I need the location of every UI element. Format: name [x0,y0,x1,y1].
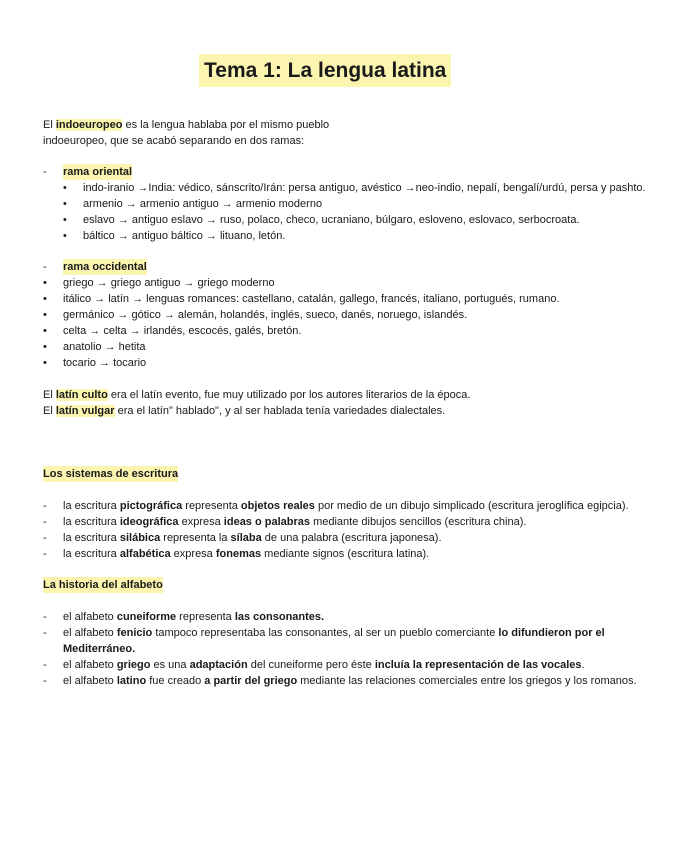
section-heading-alfabeto: La historia del alfabeto [43,579,163,591]
bullet-marker: • [63,182,67,194]
dash-marker: - [43,611,47,623]
term-indoeuropeo: indoeuropeo [55,119,123,131]
dash-marker: - [43,627,47,639]
dash-marker: - [43,548,47,560]
oriental-label: rama oriental [63,166,133,178]
bullet-marker: • [43,357,47,369]
occidental-label: rama occidental [63,261,147,273]
bullet-marker: • [43,293,47,305]
bullet-marker: • [43,277,47,289]
dash-marker: - [43,516,47,528]
bullet-marker: • [43,341,47,353]
section-heading-escritura: Los sistemas de escritura [43,468,179,480]
dash-marker: - [43,532,47,544]
dash-marker: - [43,261,47,273]
bullet-marker: • [43,309,47,321]
bullet-marker: • [63,198,67,210]
term-latin-culto: latín culto [55,389,108,401]
page-title: Tema 1: La lengua latina [199,54,451,87]
latin-paragraph: El latín culto era el latín evento, fue muy utilizado por los autores literarios de la época. El latín vulgar era el latín" hablado", y al ser hablada tenía variedades dialectales. [43,389,471,417]
bullet-marker: • [63,214,67,226]
dash-marker: - [43,500,47,512]
intro-paragraph: El indoeuropeo es la lengua hablaba por el mismo pueblo indoeuropeo, que se acabó separando en dos ramas: [43,119,330,147]
term-latin-vulgar: latín vulgar [55,405,115,417]
dash-marker: - [43,659,47,671]
bullet-marker: • [43,325,47,337]
dash-marker: - [43,166,47,178]
dash-marker: - [43,675,47,687]
bullet-marker: • [63,230,67,242]
